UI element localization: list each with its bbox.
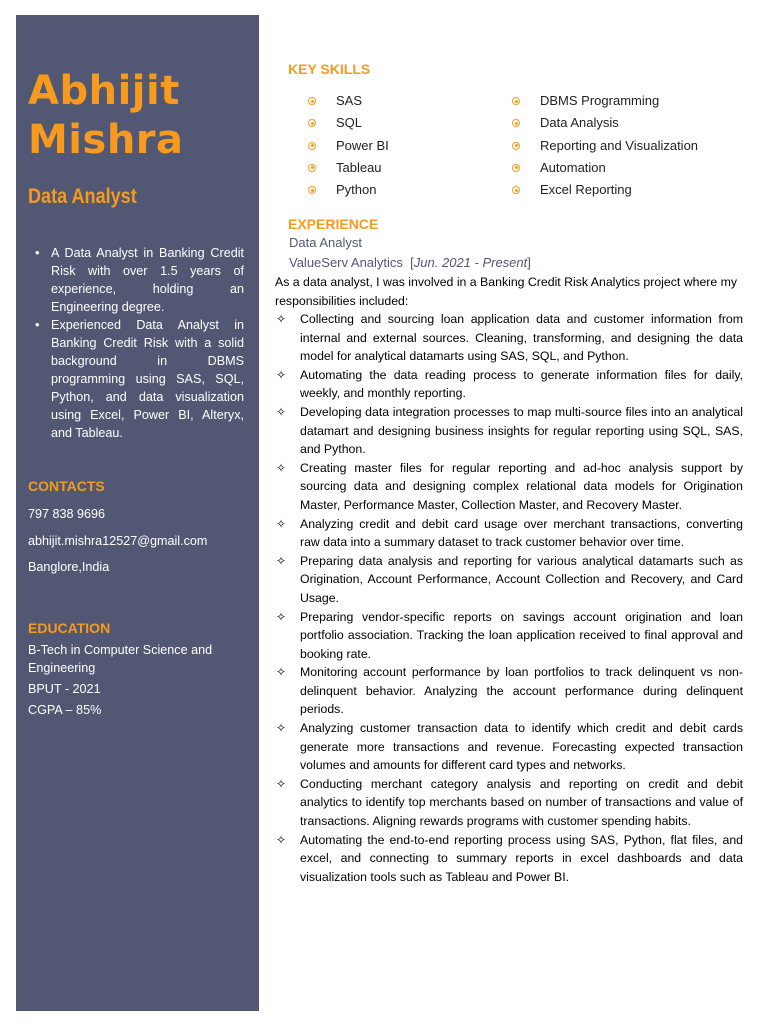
contacts-heading: CONTACTS xyxy=(28,478,105,494)
circled-dot-icon xyxy=(308,164,316,172)
education-cgpa: CGPA – 85% xyxy=(28,703,102,717)
circled-dot-icon xyxy=(512,164,520,172)
skill-label: DBMS Programming xyxy=(540,93,660,108)
responsibility-item xyxy=(275,663,743,719)
responsibility-text: Automating the data reading process to generate information files for daily, weekly, and monthly reporting. xyxy=(300,367,743,401)
skill-item xyxy=(512,112,698,134)
skill-item xyxy=(512,90,698,112)
skill-label: SAS xyxy=(336,93,363,108)
four-point-star-icon: ✧ xyxy=(276,832,287,847)
four-point-star-icon: ✧ xyxy=(276,460,287,475)
four-point-star-icon: ✧ xyxy=(276,721,287,736)
job-title: Data Analyst xyxy=(289,235,362,250)
key-skills-heading: KEY SKILLS xyxy=(288,61,371,77)
circled-dot-icon xyxy=(512,97,520,105)
responsibility-text: Analyzing credit and debit card usage over merchant transactions, converting raw data into a summary dataset to track customer behavior over time. xyxy=(300,516,743,550)
summary-item: • A Data Analyst in Banking Credit Risk with over 1.5 years of experience, holding an Engineering degree. xyxy=(32,244,244,316)
responsibility-item xyxy=(275,831,743,887)
four-point-star-icon: ✧ xyxy=(276,609,287,624)
responsibility-text: Automating the end-to-end reporting process using SAS, Python, flat files, and excel, and connecting to summary reports in excel dashboards and data visualization tools such as Tableau and Power BI. xyxy=(300,832,743,884)
responsibility-text: Preparing vendor-specific reports on savings account origination and loan portfolio association. Tracking the loan application received to final approval and booking rate. xyxy=(300,609,743,661)
dates-close-bracket: ] xyxy=(527,255,531,270)
skill-item xyxy=(512,135,698,157)
skill-label: Reporting and Visualization xyxy=(540,137,699,153)
responsibility-text: Creating master files for regular reporting and ad-hoc analysis support by sourcing data and designing complex relational data models for Origination Master, Performance Master, Collection Master, and Recovery Master. xyxy=(300,460,743,512)
skill-label: Power BI xyxy=(336,137,389,153)
company-line xyxy=(289,255,531,270)
circled-dot-icon xyxy=(308,142,316,150)
skill-label: Data Analysis xyxy=(540,115,619,131)
skill-label: Automation xyxy=(540,159,606,175)
skill-label: Tableau xyxy=(336,159,382,175)
education-university: BPUT - 2021 xyxy=(28,682,101,696)
responsibility-text: Collecting and sourcing loan application data and customer information from internal and external sources. Cleaning, transforming, and designing the data model for analytical datamarts using SAS, SQL, and Python. xyxy=(300,312,743,364)
responsibility-text: Analyzing customer transaction data to identify which credit and debit cards generate more transactions and revenue. Forecasting expected transaction volumes and amounts for different card types and networks. xyxy=(300,721,743,773)
responsibility-text: Developing data integration processes to map multi-source files into an analytical datamart and designing business insights for regular reporting using SQL, SAS, and Python. xyxy=(300,404,743,457)
responsibilities-list xyxy=(275,310,743,886)
four-point-star-icon: ✧ xyxy=(276,312,287,326)
circled-dot-icon xyxy=(308,119,316,127)
responsibility-item xyxy=(275,403,743,459)
four-point-star-icon: ✧ xyxy=(276,516,287,531)
four-point-star-icon: ✧ xyxy=(276,553,287,568)
responsibility-item xyxy=(275,719,743,775)
circled-dot-icon xyxy=(308,97,316,105)
skill-item xyxy=(308,90,389,112)
responsibility-text: Conducting merchant category analysis and reporting on credit and debit analytics to identify top merchants based on number of transactions and value of transactions. Aligning rewards programs with customer spending habits. xyxy=(300,776,743,829)
responsibility-item xyxy=(275,366,743,403)
skill-item xyxy=(308,179,389,201)
four-point-star-icon: ✧ xyxy=(276,665,287,680)
responsibility-item xyxy=(275,552,743,608)
name-first: Abhijit xyxy=(28,68,180,114)
education-degree: B-Tech in Computer Science and Engineering xyxy=(28,643,213,675)
responsibility-item xyxy=(275,459,743,515)
email-address: abhijit.mishra12527@gmail.com xyxy=(28,534,208,548)
circled-dot-icon xyxy=(308,186,316,194)
responsibility-item xyxy=(275,775,743,831)
experience-heading: EXPERIENCE xyxy=(288,216,379,232)
four-point-star-icon: ✧ xyxy=(276,404,287,419)
skills-list-left xyxy=(308,90,389,201)
phone-number: 797 838 9696 xyxy=(28,507,106,521)
name-last: Mishra xyxy=(28,117,184,163)
four-point-star-icon: ✧ xyxy=(276,367,287,382)
four-point-star-icon: ✧ xyxy=(276,776,287,791)
company-name: ValueServ Analytics xyxy=(289,255,403,270)
skill-item xyxy=(308,135,389,157)
experience-intro: As a data analyst, I was involved in a Banking Credit Risk Analytics project where my responsibilities included: xyxy=(275,275,738,308)
circled-dot-icon xyxy=(512,142,520,150)
responsibility-text: Monitoring account performance by loan portfolios to track delinquent vs non-delinquent behavior. Analyzing the account performance during delinquent periods. xyxy=(300,665,743,717)
candidate-role: Data Analyst xyxy=(28,185,137,208)
skill-item xyxy=(308,112,389,134)
responsibility-text: Preparing data analysis and reporting for various analytical datamarts such as Origination, Account Performance, Account Collection and Recovery, and Card Usage. xyxy=(300,553,743,605)
skill-item xyxy=(308,157,389,179)
employment-dates: Jun. 2021 - Present xyxy=(413,255,528,270)
summary-item: • Experienced Data Analyst in Banking Credit Risk with a solid background in DBMS programming using SAS, SQL, Python, and data visualization using Excel, Power BI, Alteryx, and Tableau. xyxy=(32,316,244,442)
skill-label: SQL xyxy=(336,115,363,131)
location: Banglore,India xyxy=(28,560,110,574)
responsibility-item xyxy=(275,608,743,664)
skill-label: Excel Reporting xyxy=(540,182,632,198)
circled-dot-icon xyxy=(512,186,520,194)
responsibility-item xyxy=(275,515,743,552)
skill-label: Python xyxy=(336,182,377,198)
circled-dot-icon xyxy=(512,119,520,127)
education-heading: EDUCATION xyxy=(28,620,111,636)
dates-open-bracket: [ xyxy=(410,255,414,270)
skills-list-right xyxy=(512,90,698,201)
skill-item xyxy=(512,179,698,201)
skill-item xyxy=(512,157,698,179)
responsibility-item xyxy=(275,310,743,366)
